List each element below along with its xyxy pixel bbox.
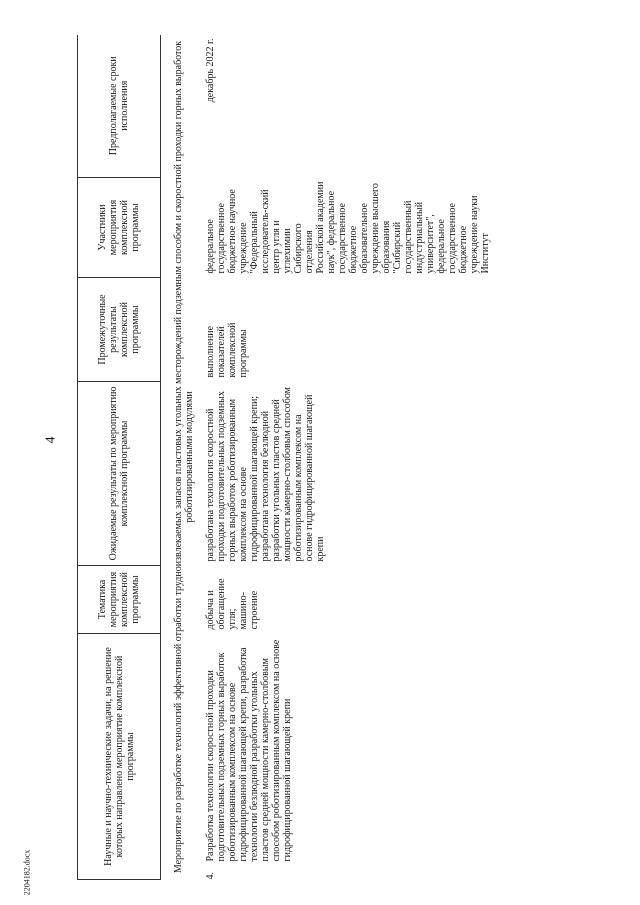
section-row bbox=[161, 35, 204, 880]
program-table bbox=[77, 35, 493, 880]
cell-participants: федеральное государственное бюджетное научное учреждение "Федеральный исследователь-ский центр угля и углехимии Сибирского отделения Российской академии наук", федеральное государственное бюджетное образовательное учреждение высшего образования "Сибирский государственный индустриальный университет", федеральное государственное бюджетное учреждение науки Институт bbox=[205, 181, 491, 274]
header-tasks: Научные и научно-технические задачи, на решение которых направлено мероприятие комплексной программы bbox=[78, 634, 161, 880]
document-id: 2204182.docx bbox=[22, 849, 32, 896]
header-deadline: Предполагаемые сроки исполнения bbox=[78, 35, 161, 178]
table-header-row bbox=[78, 35, 161, 880]
cell-intermediate: выполнение показателей комплексной программы bbox=[205, 322, 249, 378]
task-text: Разработка технологии скоростной проходки подготовительных подземных горных выработок роботизированным комплексом на основе гидрофицированной шагающей крепи, разработка технологии безлюдной разработки угольных пластов средней мощности камерно-столбовым способом роботизированным комплексом на основе гидрофицированной шагающей крепи bbox=[205, 639, 293, 862]
row-number: 4. bbox=[205, 872, 216, 880]
cell-topic: добыча и обогащение угля; машино-строение bbox=[205, 578, 260, 630]
cell-deadline: декабрь 2022 г. bbox=[205, 38, 216, 103]
section-title: Мероприятие по разработке технологий эффективной отработки трудноизвлекаемых запасов пластовых угольных месторождений подземным способом и скоростной проходки горных выработок роботизированными модулями bbox=[173, 40, 195, 874]
cell-expected: разработана технология скоростной проходки подготовительных подземных горных выработок роботизированным комплексом на основе гидрофицированной шагающей крепи; разработана технология безлюдной разработки угольных пластов средней мощности камерно-столбовым способом роботизированным комплексом на основе гидрофицированной шагающей крепи bbox=[205, 387, 326, 562]
header-intermediate-results: Промежуточные результаты комплексной программы bbox=[78, 278, 161, 382]
header-participants: Участники мероприятия комплексной программы bbox=[78, 178, 161, 278]
rotated-table-container bbox=[77, 35, 610, 880]
cell-task bbox=[203, 634, 493, 880]
header-topic: Тематика мероприятия комплексной программы bbox=[78, 566, 161, 634]
table-row bbox=[203, 35, 493, 880]
header-expected-results: Ожидаемые результаты по мероприятию комплексной программы bbox=[78, 382, 161, 566]
page-number: 4 bbox=[43, 436, 59, 444]
table-frame bbox=[77, 35, 610, 880]
